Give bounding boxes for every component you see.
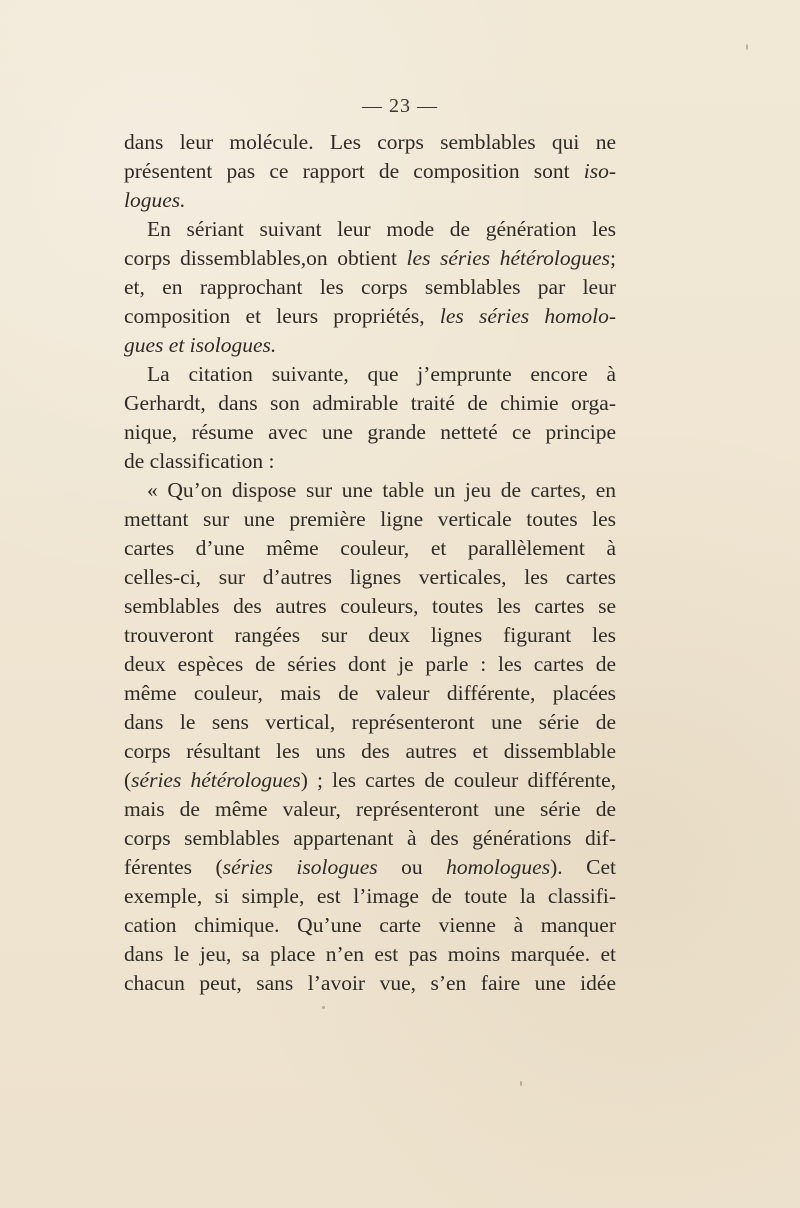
text-line-22: corps résultant les uns des autres et dissemblable xyxy=(124,739,616,763)
text-line-28: cation chimique. Qu’une carte vienne à manquer xyxy=(124,913,616,937)
text-line-23-italic: séries hétérologues xyxy=(131,768,301,792)
text-line-29: dans le jeu, sa place n’en est pas moins marquée. et xyxy=(124,942,616,966)
paper-speck xyxy=(746,44,748,50)
text-line-2 xyxy=(124,157,616,186)
text-line-6: et, en rapprochant les corps semblables par leur xyxy=(124,275,616,299)
text-line-13: « Qu’on dispose sur une table un jeu de cartes, en xyxy=(147,478,616,502)
text-line-8 xyxy=(124,331,616,360)
text-line-5 xyxy=(124,244,616,273)
text-line-19: deux espèces de séries dont je parle : les cartes de xyxy=(124,652,616,676)
text-line-7-part-1: composition et leurs propriétés, xyxy=(124,304,440,328)
text-line-23-part-1: ( xyxy=(124,768,132,792)
text-line-5-part-3: ; xyxy=(610,246,617,270)
text-line-11: nique, résume avec une grande netteté ce principe xyxy=(124,420,616,444)
page-number: — 23 — xyxy=(362,95,438,117)
text-line-26-part-3: ou xyxy=(377,855,447,879)
text-line-4: En sériant suivant leur mode de génération les xyxy=(147,217,616,241)
text-line-8-italic: gues et isologues. xyxy=(124,333,277,357)
text-line-2-italic: iso- xyxy=(583,159,616,183)
text-line-26-part-5: ). Cet xyxy=(550,855,616,879)
text-line-7-italic: les séries homolo- xyxy=(439,304,616,328)
text-line-16: celles-ci, sur d’autres lignes verticales, les cartes xyxy=(124,565,616,589)
text-line-3 xyxy=(124,186,616,215)
text-line-26-italic-2: homologues xyxy=(446,855,551,879)
text-line-14: mettant sur une première ligne verticale toutes les xyxy=(124,507,616,531)
text-line-23 xyxy=(124,766,616,795)
text-line-5-part-1: corps dissemblables,on obtient xyxy=(124,246,407,270)
text-line-12: de classification : xyxy=(124,449,275,473)
text-line-30: chacun peut, sans l’avoir vue, s’en faire une idée xyxy=(124,971,616,995)
text-line-26-part-1: férentes ( xyxy=(124,855,223,879)
text-line-26 xyxy=(124,853,616,882)
text-line-26-italic-1: séries isologues xyxy=(222,855,378,879)
text-line-20: même couleur, mais de valeur différente, placées xyxy=(124,681,616,705)
text-line-10: Gerhardt, dans son admirable traité de chimie orga- xyxy=(124,391,616,415)
text-line-7 xyxy=(124,302,616,331)
text-line-21: dans le sens vertical, représenteront une série de xyxy=(124,710,616,734)
text-line-2-part-1: présentent pas ce rapport de composition sont xyxy=(124,159,584,183)
text-line-23-part-3: ) ; les cartes de couleur différente, xyxy=(300,768,616,792)
text-line-15: cartes d’une même couleur, et parallèlement à xyxy=(124,536,616,560)
text-line-24: mais de même valeur, représenteront une série de xyxy=(124,797,616,821)
text-line-18: trouveront rangées sur deux lignes figurant les xyxy=(124,623,616,647)
text-line-1: dans leur molécule. Les corps semblables qui ne xyxy=(124,130,616,154)
text-line-5-italic: les séries hétérologues xyxy=(406,246,611,270)
paper-speck xyxy=(322,1006,325,1009)
text-line-9: La citation suivante, que j’emprunte encore à xyxy=(147,362,616,386)
text-line-27: exemple, si simple, est l’image de toute la classifi- xyxy=(124,884,616,908)
paper-speck xyxy=(520,1081,522,1086)
text-line-17: semblables des autres couleurs, toutes les cartes se xyxy=(124,594,616,618)
text-line-25: corps semblables appartenant à des générations dif- xyxy=(124,826,616,850)
body-text xyxy=(124,128,616,998)
text-line-3-italic: logues. xyxy=(124,188,186,212)
